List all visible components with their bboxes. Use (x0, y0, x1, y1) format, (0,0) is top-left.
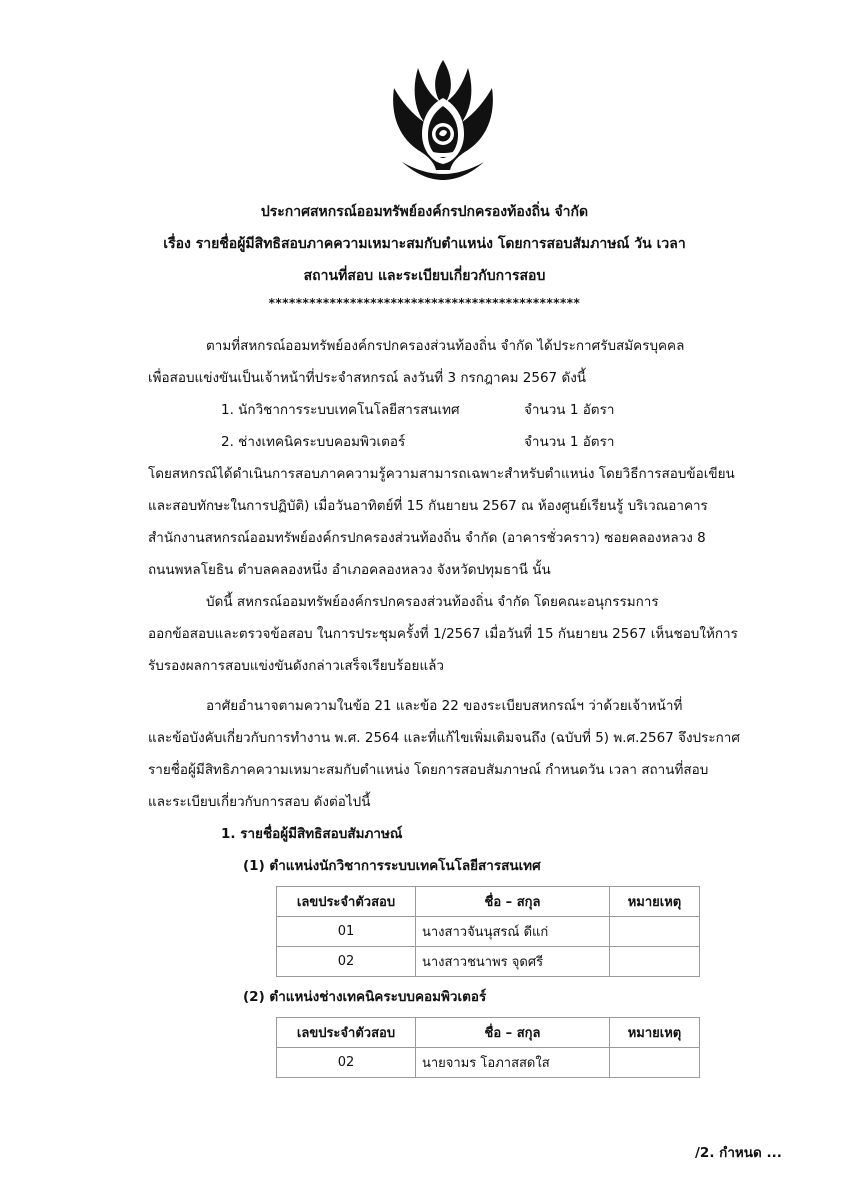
note-cell (610, 1048, 700, 1078)
exam-id-cell: 02 (277, 947, 416, 977)
table-row (277, 947, 700, 977)
paragraph-line: รายชื่อผู้มีสิทธิภาคความเหมาะสมกับตำแหน่ง โดยการสอบสัมภาษณ์ กำหนดวัน เวลา สถานที่สอบ (148, 762, 709, 778)
cooperative-emblem-icon (388, 58, 498, 186)
column-header-name: ชื่อ – สกุล (416, 887, 610, 917)
paragraph-line: ตามที่สหกรณ์ออมทรัพย์องค์กรปกครองส่วนท้องถิ่น จำกัด ได้ประกาศรับสมัครบุคคล (206, 338, 685, 354)
position-item-count: จำนวน 1 อัตรา (524, 402, 615, 418)
table-header-row (277, 887, 700, 917)
candidate-table-group-1 (276, 886, 700, 977)
candidate-table-group-2 (276, 1017, 700, 1078)
announcement-subject: เรื่อง รายชื่อผู้มีสิทธิสอบภาคความเหมาะสมกับตำแหน่ง โดยการสอบสัมภาษณ์ วัน เวลา (163, 236, 686, 252)
continuation-marker: /2. กำหนด ... (695, 1145, 782, 1161)
position-group-title: (2) ตำแหน่งช่างเทคนิคระบบคอมพิวเตอร์ (243, 989, 487, 1005)
position-item-count: จำนวน 1 อัตรา (524, 434, 615, 450)
paragraph-line: รับรองผลการสอบแข่งขันดังกล่าวเสร็จเรียบร้อยแล้ว (148, 658, 445, 674)
paragraph-line: และสอบทักษะในการปฏิบัติ) เมื่อวันอาทิตย์ที่ 15 กันยายน 2567 ณ ห้องศูนย์เรียนรู้ บริเวณอาคาร (148, 498, 708, 514)
paragraph-line: และระเบียบเกี่ยวกับการสอบ ดังต่อไปนี้ (148, 794, 371, 810)
section-heading: 1. รายชื่อผู้มีสิทธิสอบสัมภาษณ์ (221, 826, 403, 842)
position-item-label: 2. ช่างเทคนิคระบบคอมพิวเตอร์ (221, 434, 406, 450)
name-cell: นายจามร โอภาสสดใส (416, 1048, 610, 1078)
name-cell: นางสาวชนาพร จุดศรี (416, 947, 610, 977)
exam-id-cell: 02 (277, 1048, 416, 1078)
paragraph-line: ออกข้อสอบและตรวจข้อสอบ ในการประชุมครั้งที่ 1/2567 เมื่อวันที่ 15 กันยายน 2567 เห็นชอบให้การ (148, 626, 738, 642)
column-header-exam-id: เลขประจำตัวสอบ (277, 1018, 416, 1048)
column-header-exam-id: เลขประจำตัวสอบ (277, 887, 416, 917)
announcement-title: ประกาศสหกรณ์ออมทรัพย์องค์กรปกครองท้องถิ่น จำกัด (260, 204, 589, 220)
table-header-row (277, 1018, 700, 1048)
announcement-subject-cont: สถานที่สอบ และระเบียบเกี่ยวกับการสอบ (303, 268, 546, 284)
paragraph-line: โดยสหกรณ์ได้ดำเนินการสอบภาคความรู้ความสามารถเฉพาะสำหรับตำแหน่ง โดยวิธีการสอบข้อเขียน (148, 466, 735, 482)
paragraph-line: อาศัยอำนาจตามความในข้อ 21 และข้อ 22 ของระเบียบสหกรณ์ฯ ว่าด้วยเจ้าหน้าที่ (206, 698, 683, 714)
note-cell (610, 917, 700, 947)
position-group-title: (1) ตำแหน่งนักวิชาการระบบเทคโนโลยีสารสนเทศ (243, 858, 541, 874)
paragraph-line: เพื่อสอบแข่งขันเป็นเจ้าหน้าที่ประจำสหกรณ์ ลงวันที่ 3 กรกฎาคม 2567 ดังนี้ (148, 370, 587, 386)
table-row (277, 917, 700, 947)
table-row (277, 1048, 700, 1078)
star-divider: ********************************************** (268, 296, 581, 310)
column-header-name: ชื่อ – สกุล (416, 1018, 610, 1048)
name-cell: นางสาวจันนุสรณ์ ดีแก่ (416, 917, 610, 947)
paragraph-line: และข้อบังคับเกี่ยวกับการทำงาน พ.ศ. 2564 และที่แก้ไขเพิ่มเติมจนถึง (ฉบับที่ 5) พ.ศ.2567 จึงประกาศ (148, 730, 740, 746)
paragraph-line: สำนักงานสหกรณ์ออมทรัพย์องค์กรปกครองส่วนท้องถิ่น จำกัด (อาคารชั่วคราว) ซอยคลองหลวง 8 (148, 530, 706, 546)
note-cell (610, 947, 700, 977)
paragraph-line: ถนนพหลโยธิน ตำบลคลองหนึ่ง อำเภอคลองหลวง จังหวัดปทุมธานี นั้น (148, 562, 551, 578)
position-item-label: 1. นักวิชาการระบบเทคโนโลยีสารสนเทศ (221, 402, 460, 418)
paragraph-line: บัดนี้ สหกรณ์ออมทรัพย์องค์กรปกครองส่วนท้องถิ่น จำกัด โดยคณะอนุกรรมการ (206, 594, 659, 610)
column-header-note: หมายเหตุ (610, 1018, 700, 1048)
exam-id-cell: 01 (277, 917, 416, 947)
column-header-note: หมายเหตุ (610, 887, 700, 917)
